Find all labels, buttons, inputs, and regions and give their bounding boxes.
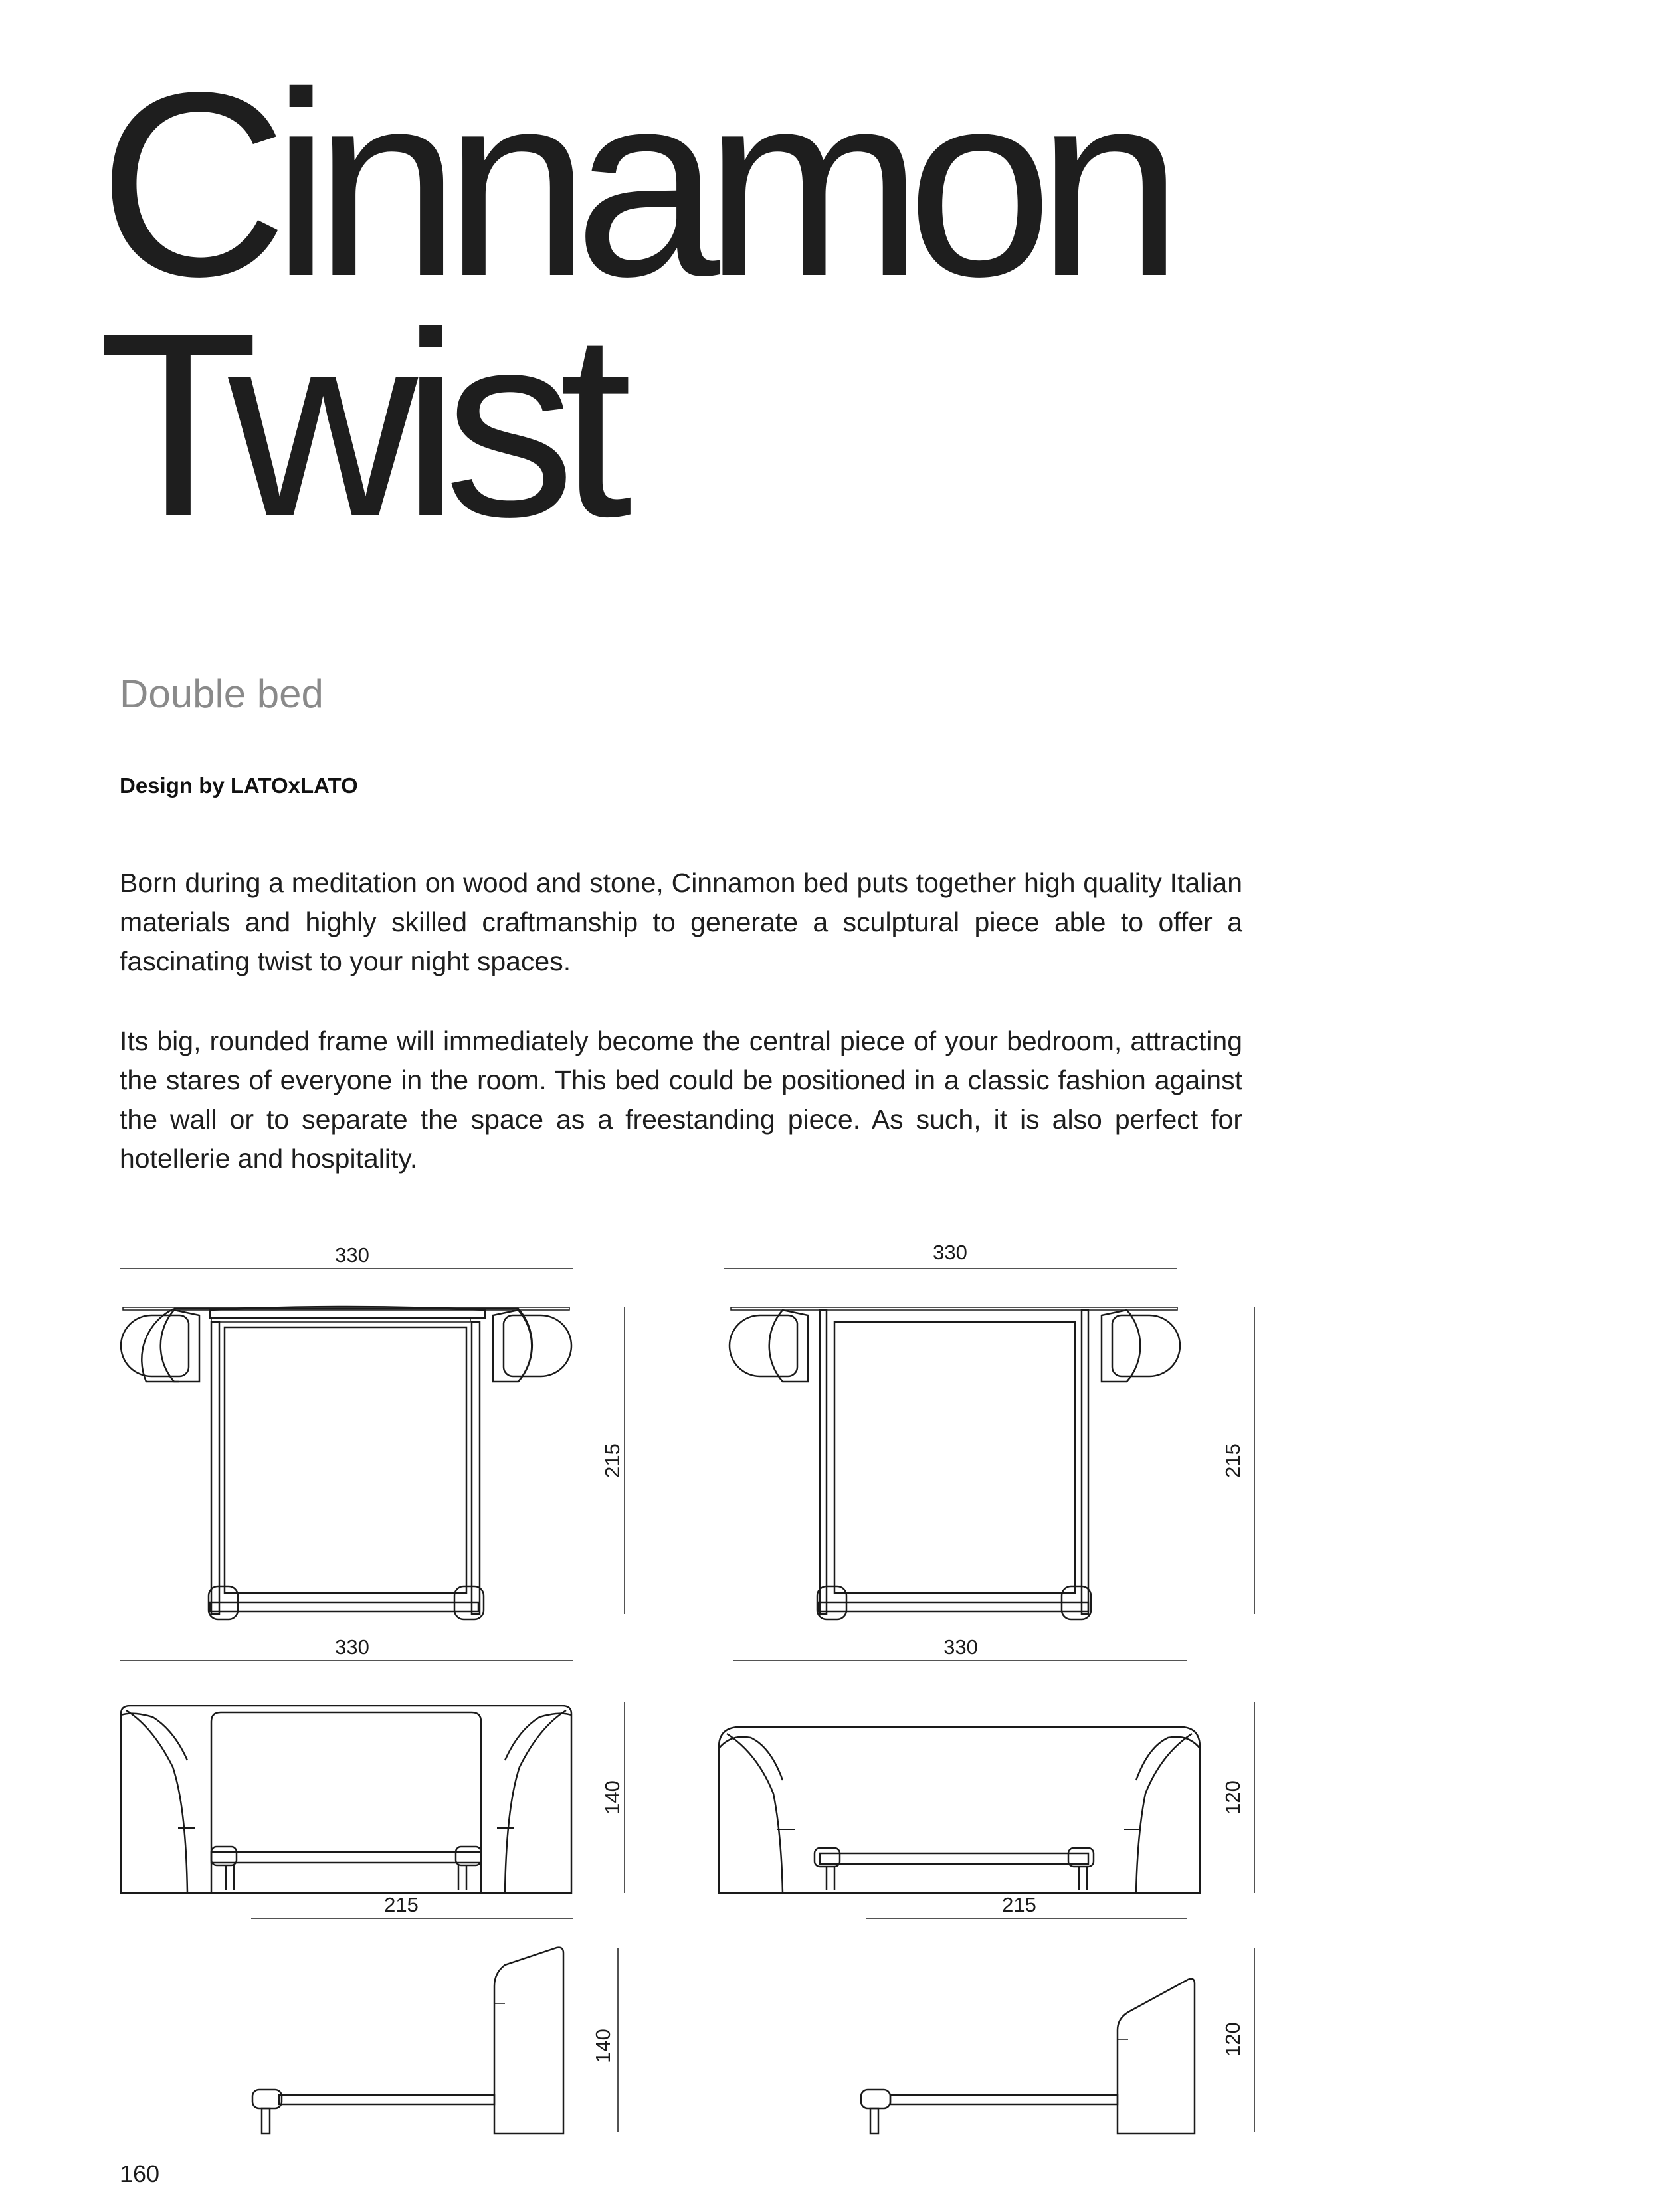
dim-right-side-depth: 215 bbox=[1002, 1893, 1036, 1916]
plan-view-right bbox=[724, 1269, 1254, 1619]
dim-right-top-width: 330 bbox=[933, 1241, 967, 1264]
title-line-2: Twist bbox=[98, 278, 617, 571]
front-view-right bbox=[719, 1661, 1254, 1893]
product-title bbox=[98, 37, 1167, 571]
dim-right-top-depth: 215 bbox=[1221, 1443, 1244, 1478]
dim-left-side-height: 140 bbox=[591, 2029, 615, 2063]
front-view-left bbox=[120, 1661, 625, 1893]
dim-left-side-depth: 215 bbox=[384, 1893, 419, 1916]
technical-drawings bbox=[0, 1222, 1659, 2139]
dim-left-front-width: 330 bbox=[335, 1635, 369, 1659]
dim-left-top-depth: 215 bbox=[601, 1443, 624, 1478]
dim-right-front-height: 120 bbox=[1221, 1780, 1244, 1815]
side-view-right bbox=[861, 1918, 1254, 2134]
title-line-1: Cinnamon bbox=[98, 37, 1167, 331]
product-category: Double bed bbox=[120, 672, 324, 716]
dim-right-side-height: 120 bbox=[1221, 2022, 1244, 2057]
designer-credit: Design by LATOxLATO bbox=[120, 773, 358, 798]
plan-view-left bbox=[120, 1269, 625, 1619]
technical-drawings-svg bbox=[0, 1222, 1659, 2139]
dim-left-front-height: 140 bbox=[601, 1780, 624, 1815]
description-paragraph-2: Its big, rounded frame will immediately become the central piece of your bedroom, attracting the stares of everyone in the room. This bed could be positioned in a classic fashion against the wall or to separate the space as a freestanding piece. As such, it is also perfect for hotellerie and hospitality. bbox=[120, 1026, 1242, 1174]
dim-left-top-width: 330 bbox=[335, 1244, 369, 1267]
side-view-left bbox=[251, 1918, 618, 2134]
page-number: 160 bbox=[120, 2160, 160, 2187]
dim-right-front-width: 330 bbox=[943, 1635, 978, 1659]
description-paragraph-1: Born during a meditation on wood and stone, Cinnamon bed puts together high quality Italian materials and highly skilled craftmanship to generate a sculptural piece able to offer a fascinating twist to your night spaces. bbox=[120, 868, 1242, 976]
